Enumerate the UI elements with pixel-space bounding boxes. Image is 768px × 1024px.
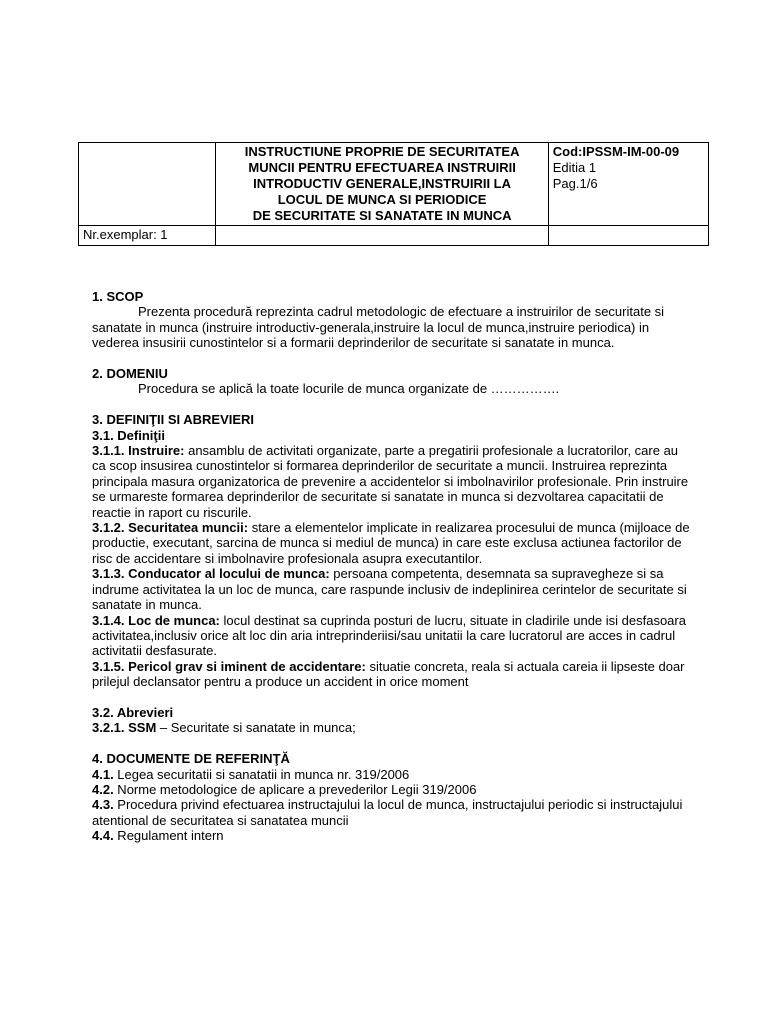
definition-text: situatie concreta, reala si actuala careia ii lipseste doar prilejul declansator pentru a produce un accident in orice moment <box>92 658 685 690</box>
definition-text: locul destinat sa cuprinda posturi de lucru, situate in cladirile unde isi desfasoara activitatea,inclusiv orice alt loc din aria intreprinderiisi/sau unitatii la care lucratorul are acces in cadrul activitatii desfasurate. <box>92 612 686 659</box>
abbreviation-term: 3.2.1. SSM <box>92 720 157 736</box>
definition-term: 3.1.4. Loc de munca: <box>92 612 220 628</box>
reference-number: 4.3. <box>92 797 114 813</box>
reference-number: 4.2. <box>92 781 114 797</box>
reference-item <box>92 828 692 843</box>
document-body <box>92 289 692 844</box>
definition-term: 3.1.3. Conducator al locului de munca: <box>92 566 330 582</box>
reference-item <box>92 782 692 797</box>
abbreviation-item <box>92 720 692 735</box>
reference-text: Legea securitatii si sanatatii in munca nr. 319/2006 <box>113 766 410 782</box>
reference-text: Norme metodologice de aplicare a prevederilor Legii 319/2006 <box>113 781 477 797</box>
copy-number: Nr.exemplar: 1 <box>79 226 216 246</box>
definition-text: ansamblu de activitati organizate, parte a pregatirii profesionale a lucratorilor, care au ca scop insusirea cunostintelor si formarea deprinderilor de securitate a muncii. Instruirea reprezinta principala masura organizatorica de prevenire a accidentelor si imbolnavirilor profesionale. Prin instruire se urmareste formarea deprinderilor de securitate si sanatate in munca si dezvoltarea capacitatii de reactie in raport cu riscurile. <box>92 443 689 520</box>
empty-cell <box>548 226 708 246</box>
document-edition: Editia 1 <box>552 160 597 175</box>
subsection-heading: 3.1. Definiţii <box>92 427 165 443</box>
definition-item <box>92 613 692 659</box>
section-paragraph: Prezenta procedură reprezinta cadrul metodologic de efectuare a instruirilor de securitate si sanatate in munca (instruire introductiv-generala,instruire la locul de munca,instruire periodica) in vederea insusirii cunostintelor si a formarii deprinderilor de securitate si sanatate in munca. <box>92 304 665 351</box>
reference-number: 4.4. <box>92 828 114 844</box>
section-heading: 1. SCOP <box>92 289 144 304</box>
definition-item <box>92 659 692 690</box>
title-line: MUNCII PENTRU EFECTUAREA INSTRUIRII <box>248 160 516 175</box>
definition-item <box>92 520 692 566</box>
reference-text: Regulament intern <box>113 828 224 844</box>
title-line: INSTRUCTIUNE PROPRIE DE SECURITATEA <box>244 144 520 159</box>
definition-term: 3.1.2. Securitatea muncii: <box>92 520 249 536</box>
section-heading: 2. DOMENIU <box>92 366 168 382</box>
section-heading: 4. DOCUMENTE DE REFERINŢĂ <box>92 751 290 767</box>
reference-item <box>92 797 692 828</box>
definition-text: stare a elementelor implicate in realizarea procesului de munca (mijloace de productie, executant, sarcina de munca si mediul de munca) in care este exclusa actiunea factorilor de risc de accidentare si imbolnavire profesionala asupra executantilor. <box>92 520 690 566</box>
title-line: INTRODUCTIV GENERALE,INSTRUIRII LA <box>253 176 512 191</box>
reference-item <box>92 767 692 782</box>
definition-term: 3.1.1. Instruire: <box>92 443 185 459</box>
subsection-heading: 3.2. Abrevieri <box>92 704 174 720</box>
document-header-table <box>78 142 709 246</box>
empty-cell <box>216 226 548 246</box>
title-line: DE SECURITATE SI SANATATE IN MUNCA <box>252 208 512 223</box>
reference-number: 4.1. <box>92 766 114 782</box>
definition-item <box>92 443 692 520</box>
document-code: Cod:IPSSM-IM-00-09 <box>552 144 680 159</box>
section-paragraph: Procedura se aplică la toate locurile de munca organizate de ……………. <box>138 381 560 397</box>
page-number: Pag.1/6 <box>552 176 598 191</box>
document-meta <box>548 143 708 226</box>
section-heading: 3. DEFINIŢII SI ABREVIERI <box>92 412 255 428</box>
definition-text: persoana competenta, desemnata sa supravegheze si sa indrume activitatea la un loc de munca, care raspunde inclusiv de indeplinirea cerintelor de securitate si sanatate in munca. <box>92 566 687 613</box>
title-line: LOCUL DE MUNCA SI PERIODICE <box>277 192 487 207</box>
reference-text: Procedura privind efectuarea instructajului la locul de munca, instructajului periodic si instructajului atentional de securitatea si sanatatea muncii <box>92 797 683 828</box>
logo-cell <box>79 143 216 226</box>
abbreviation-text: – Securitate si sanatate in munca; <box>156 720 356 736</box>
definition-item <box>92 566 692 612</box>
document-title <box>216 143 548 226</box>
definition-term: 3.1.5. Pericol grav si iminent de accidentare: <box>92 658 366 674</box>
